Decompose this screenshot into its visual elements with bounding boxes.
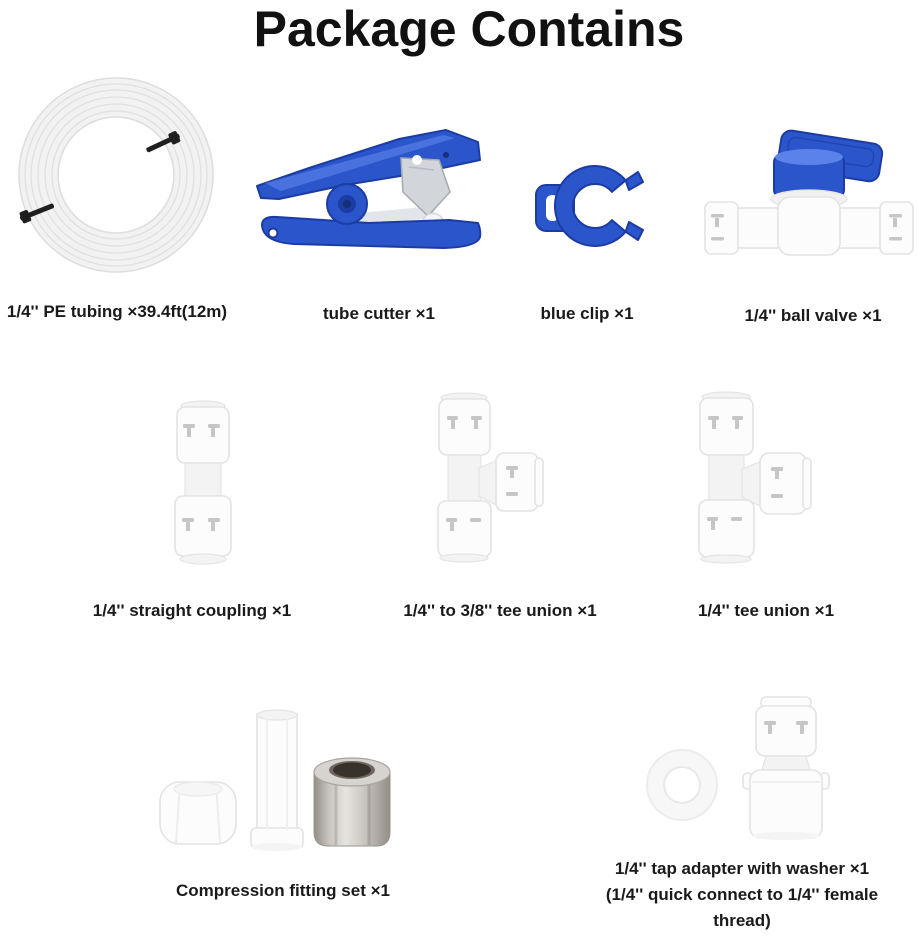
ball-valve-label: 1/4'' ball valve ×1 bbox=[744, 306, 882, 325]
page-title: Package Contains bbox=[253, 1, 685, 57]
tee-union-14-image bbox=[694, 391, 824, 565]
tap-adapter-image bbox=[620, 685, 850, 850]
straight-coupling-label: 1/4'' straight coupling ×1 bbox=[92, 601, 292, 620]
straight-coupling-image bbox=[173, 400, 233, 566]
tube-cutter-graphic bbox=[249, 122, 485, 254]
tap-adapter-label bbox=[577, 856, 907, 934]
tee-union-14-label: 1/4'' tee union ×1 bbox=[697, 601, 835, 620]
tap-adapter-label-line3: thread) bbox=[713, 911, 771, 930]
tube-cutter-image bbox=[249, 122, 485, 254]
compression-set-label: Compression fitting set ×1 bbox=[176, 881, 390, 900]
tube-cutter-label: tube cutter ×1 bbox=[323, 304, 435, 323]
blue-clip-label: blue clip ×1 bbox=[540, 304, 634, 323]
pe-tubing-coil-graphic bbox=[8, 76, 226, 274]
tee-union-38-image bbox=[434, 392, 544, 564]
tap-adapter-graphic bbox=[620, 685, 850, 850]
tap-adapter-label-line2: (1/4'' quick connect to 1/4'' female bbox=[605, 885, 879, 904]
tee-union-38-graphic bbox=[434, 392, 544, 564]
tee-union-38-label: 1/4'' to 3/8'' tee union ×1 bbox=[403, 601, 597, 620]
pe-tubing-image bbox=[8, 76, 226, 274]
blue-clip-graphic bbox=[533, 159, 645, 254]
ball-valve-image bbox=[700, 111, 918, 259]
pe-tubing-label: 1/4'' PE tubing ×39.4ft(12m) bbox=[6, 302, 228, 321]
tee-union-14-graphic bbox=[694, 391, 824, 565]
straight-coupling-graphic bbox=[173, 400, 233, 566]
blue-clip-image bbox=[533, 159, 645, 254]
ball-valve-graphic bbox=[700, 111, 918, 259]
tap-adapter-label-line1: 1/4'' tap adapter with washer ×1 bbox=[614, 859, 870, 878]
compression-fitting-set-graphic bbox=[140, 700, 405, 860]
compression-fitting-set-image bbox=[140, 700, 405, 860]
